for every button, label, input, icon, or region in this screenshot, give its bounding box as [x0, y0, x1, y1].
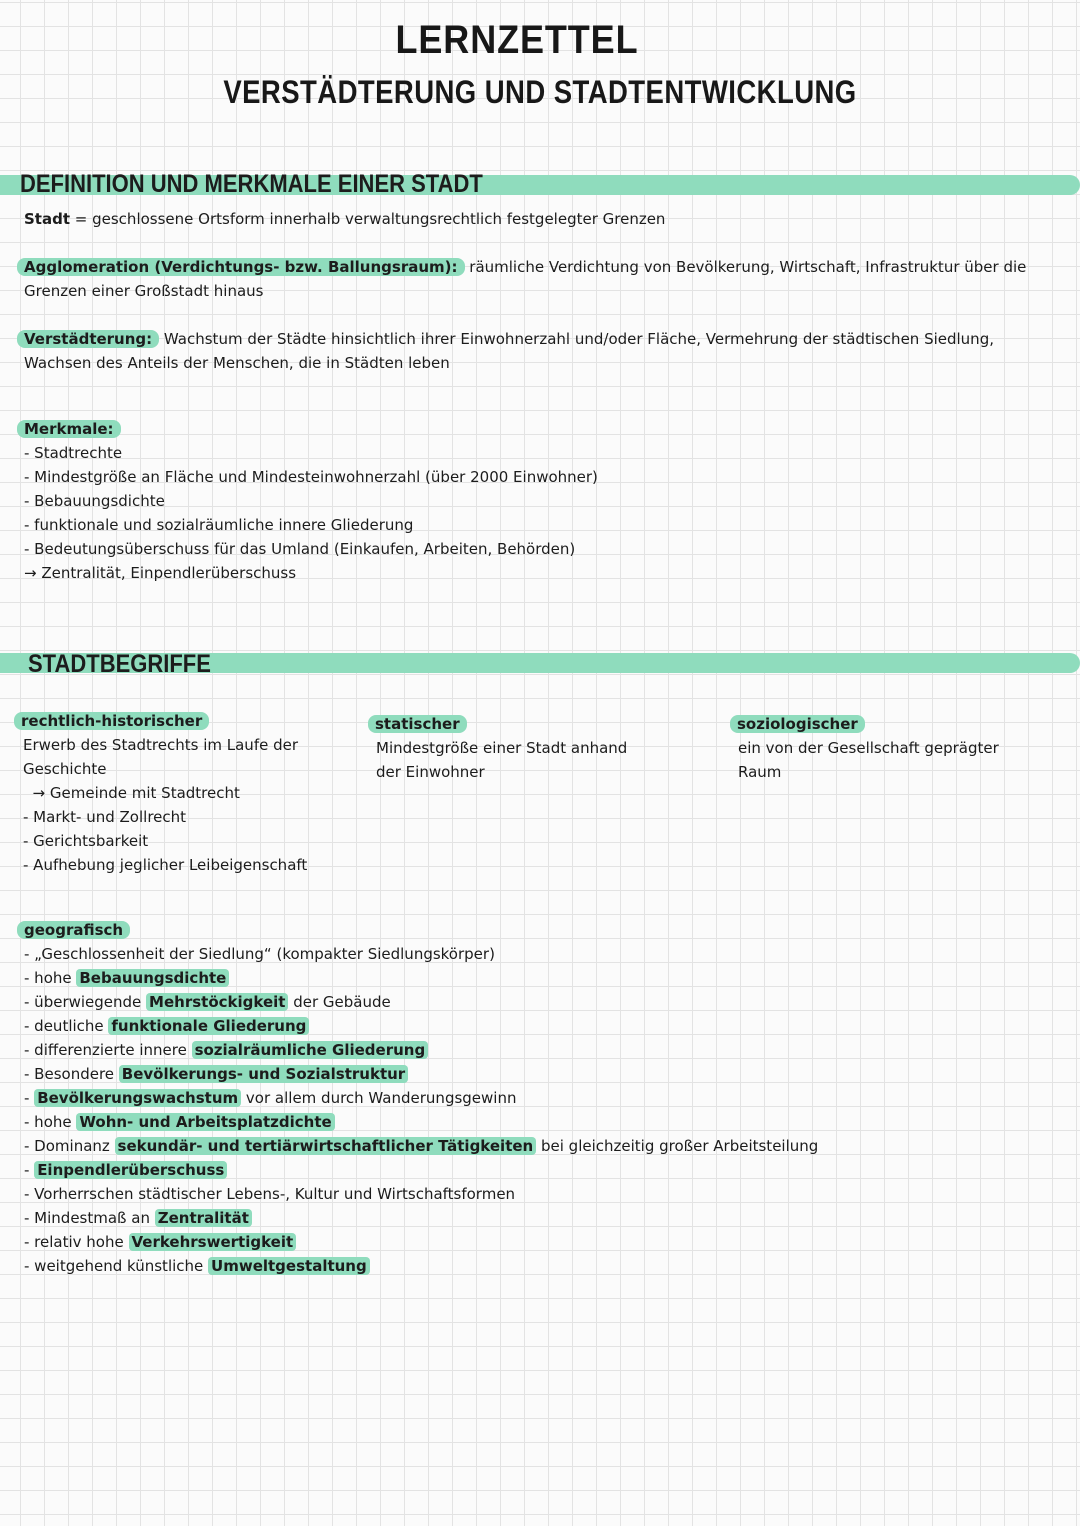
- list-item: [24, 1182, 818, 1206]
- item-text: - differenzierte innere: [24, 1041, 192, 1059]
- soziologischer-list: [738, 736, 999, 784]
- list-item: Raum: [738, 763, 782, 781]
- list-item: der Einwohner: [376, 763, 485, 781]
- item-text: - hohe: [24, 969, 77, 987]
- item-text: - deutliche: [24, 1017, 109, 1035]
- agglomeration-term: Agglomeration (Verdichtungs- bzw. Ballungsraum):: [17, 258, 465, 276]
- list-item: [24, 1206, 818, 1230]
- highlighted-term: Zentralität: [155, 1209, 252, 1227]
- stadt-term: Stadt: [24, 210, 71, 228]
- list-item: - Mindestgröße an Fläche und Mindesteinwohnerzahl (über 2000 Einwohner): [24, 468, 598, 486]
- item-text: bei gleichzeitig großer Arbeitsteilung: [536, 1137, 819, 1155]
- verstaedterung-def-text: Wachstum der Städte hinsichtlich ihrer Einwohnerzahl und/oder Fläche, Vermehrung der städtischen Siedlung,: [159, 330, 994, 348]
- section-heading-stadtbegriffe: STADTBEGRIFFE: [28, 650, 211, 678]
- list-item: [24, 1086, 818, 1110]
- item-text: der Gebäude: [288, 993, 391, 1011]
- list-item: ein von der Gesellschaft geprägter: [738, 739, 999, 757]
- list-item: [24, 990, 818, 1014]
- list-item: [24, 1158, 818, 1182]
- merkmale-label: Merkmale:: [17, 417, 121, 441]
- list-item: Erwerb des Stadtrechts im Laufe der: [23, 736, 299, 754]
- highlighted-term: Bevölkerungs- und Sozialstruktur: [119, 1065, 408, 1083]
- item-text: -: [24, 1161, 35, 1179]
- highlighted-term: Umweltgestaltung: [208, 1257, 370, 1275]
- statischer-label: statischer: [368, 712, 467, 736]
- list-item: [24, 1110, 818, 1134]
- highlighted-term: Bevölkerungswachstum: [34, 1089, 241, 1107]
- item-text: - relativ hohe: [24, 1233, 129, 1251]
- list-item: - funktionale und sozialräumliche innere Gliederung: [24, 516, 414, 534]
- list-item: - Aufhebung jeglicher Leibeigenschaft: [23, 856, 308, 874]
- list-item: [24, 1134, 818, 1158]
- item-text: - hohe: [24, 1113, 77, 1131]
- page-title: LERNZETTEL: [395, 18, 639, 62]
- item-text: - Besondere: [24, 1065, 119, 1083]
- item-text: - Mindestmaß an: [24, 1209, 155, 1227]
- verstaedterung-term: Verstädterung:: [17, 330, 159, 348]
- verstaedterung-def-line2: Wachsen des Anteils der Menschen, die in Städten leben: [24, 354, 450, 372]
- rechtlich-list: [23, 733, 307, 877]
- list-item: - Markt- und Zollrecht: [23, 808, 187, 826]
- item-text: -: [24, 1089, 35, 1107]
- agglomeration-def-text: räumliche Verdichtung von Bevölkerung, Wirtschaft, Infrastruktur über die: [464, 258, 1027, 276]
- agglomeration-def-line2: Grenzen einer Großstadt hinaus: [24, 282, 264, 300]
- list-item: - Bedeutungsüberschuss für das Umland (Einkaufen, Arbeiten, Behörden): [24, 540, 576, 558]
- list-item: [24, 942, 818, 966]
- list-item: [24, 1038, 818, 1062]
- geografisch-list: [24, 942, 818, 1278]
- soziologischer-label: soziologischer: [730, 712, 865, 736]
- list-item: → Zentralität, Einpendlerüberschuss: [24, 564, 297, 582]
- list-item: - Stadtrechte: [24, 444, 123, 462]
- list-item: [24, 1254, 818, 1278]
- list-item: [24, 1230, 818, 1254]
- item-text: - Dominanz: [24, 1137, 115, 1155]
- item-text: - Vorherrschen städtischer Lebens-, Kultur und Wirtschaftsformen: [24, 1185, 516, 1203]
- stadt-def-text: = geschlossene Ortsform innerhalb verwaltungsrechtlich festgelegter Grenzen: [70, 210, 666, 228]
- agglomeration-definition: [17, 255, 1026, 279]
- list-item: [24, 1014, 818, 1038]
- highlighted-term: funktionale Gliederung: [108, 1017, 309, 1035]
- page-subtitle: VERSTÄDTERUNG UND STADTENTWICKLUNG: [223, 74, 857, 110]
- list-item: → Gemeinde mit Stadtrecht: [23, 784, 240, 802]
- highlighted-term: Wohn- und Arbeitsplatzdichte: [76, 1113, 334, 1131]
- merkmale-list: [24, 441, 598, 585]
- section-heading-definition: DEFINITION UND MERKMALE EINER STADT: [20, 170, 483, 198]
- item-text: - überwiegende: [24, 993, 147, 1011]
- list-item: [24, 966, 818, 990]
- list-item: - Gerichtsbarkeit: [23, 832, 149, 850]
- highlighted-term: sekundär- und tertiärwirtschaftlicher Tätigkeiten: [115, 1137, 537, 1155]
- geografisch-label: geografisch: [17, 918, 130, 942]
- rechtlich-label: rechtlich-historischer: [14, 709, 209, 733]
- highlighted-term: Mehrstöckigkeit: [146, 993, 288, 1011]
- statischer-list: [376, 736, 627, 784]
- list-item: Geschichte: [23, 760, 107, 778]
- list-item: [24, 1062, 818, 1086]
- highlighted-term: Verkehrswertigkeit: [129, 1233, 297, 1251]
- item-text: - „Geschlossenheit der Siedlung“ (kompakter Siedlungskörper): [24, 945, 495, 963]
- item-text: vor allem durch Wanderungsgewinn: [241, 1089, 517, 1107]
- list-item: Mindestgröße einer Stadt anhand: [376, 739, 628, 757]
- list-item: - Bebauungsdichte: [24, 492, 165, 510]
- stadt-definition: [24, 207, 665, 231]
- highlighted-term: sozialräumliche Gliederung: [192, 1041, 429, 1059]
- highlighted-term: Bebauungsdichte: [76, 969, 229, 987]
- highlighted-term: Einpendlerüberschuss: [34, 1161, 227, 1179]
- item-text: - weitgehend künstliche: [24, 1257, 209, 1275]
- verstaedterung-definition: [17, 327, 994, 351]
